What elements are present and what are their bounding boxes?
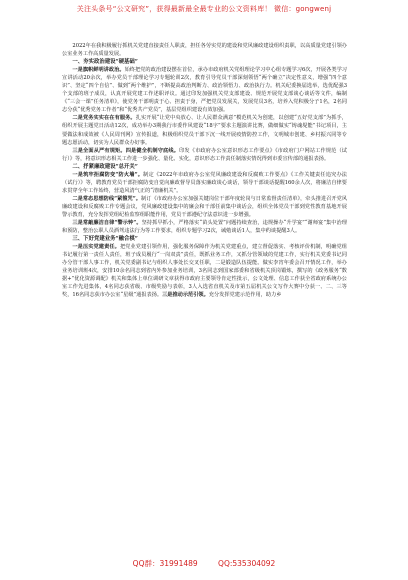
section-1-p2-body: 扎实开展“让党中央放心、让人民群众满意”模范机关为创建，以创建“五好党支部”为抓手，组织开展主题党日活动12次，成功举办3期我行市委作风建设“18字”要求主题演讲比赛，做细做实“铸魂堤能”书记项目，主要做法和成效被《人民周刊网》宣传报道，积极组织党员干部下沉一线开展疫情防控工作，文明城市创建、乡村振兴同等专题志愿活动，切实为人民群众办好事。 — [62, 115, 347, 146]
section-2-paragraph-2 — [62, 195, 347, 219]
section-1-p1-lead: 一是旗帜鲜明讲政治。 — [72, 67, 125, 74]
header-banner: 关注头条号“公文研究”，获得最新最全最专业的公文资料库！ 微信：gongwenj — [76, 5, 332, 13]
footer-qq-group: QQ群：31991489 — [132, 559, 198, 568]
section-1-heading: 一、夯实政治建设“硬基础” — [72, 59, 138, 66]
section-1-paragraph-1 — [62, 66, 347, 114]
footer-qq: QQ:535304092 — [218, 559, 276, 568]
section-2-p3-lead: 三是常敲廉洁自律“警示钟”。 — [72, 220, 142, 227]
section-3-p1-lead: 一是压实党建责任。 — [72, 244, 120, 251]
section-2-p3-body: 坚持抓早抓小，严格落实“苗头处置”问题持续查治，违规操办“升学宴”“谢师宴”集中治理和预防，整治公职人员酒驾违法行为等工作要求，组织专题学习2次，诫勉谈话1人，集中约谈提醒3人。 — [62, 220, 347, 235]
section-2-p2-body: 制订《市政府办公室加强关键岗位干部年度轮岗与日常监督责任清单》，牵头推进召开党风廉政建设和反腐败工作专题会议，党风廉政建设集中的廉会和干部任前集中谈话会，组织全体党员干部到党性教育基地开展警示教育，充分发挥党组纪检监察组职能作用，党员干部遵纪守法意识进一步增强。 — [62, 195, 348, 218]
section-1-p3-lead: 三是全面从严有规矩。四是健全机制守底线。 — [72, 147, 180, 154]
section-1-p2-lead: 二是党务实实在在有服务。 — [72, 115, 136, 122]
section-3-heading: 三、下好党建业务“融合棋” — [72, 236, 138, 243]
section-2-p1-lead: 一是筑牢拒腐防变“防火墙”。 — [72, 171, 144, 178]
section-2-paragraph-3 — [62, 219, 347, 235]
section-3-p3-lead: 三是推动示范引领。 — [162, 292, 209, 299]
section-1-p3-body: 印发《市政府办公室意识形态工作要点》《市政府门户网站工作规范（试行）》等，将意识形态相关工作进一步强化、量化、实化，意识形态工作责任制落实情况得到市委宣传部的通报表扬。 — [62, 147, 347, 162]
section-3-p1-body: 把党业党建引领作用，强化服务保障作为机关党建重点，建立督促落实、考核评价机制，明确党组书记履行第一责任人责任，班子成员履行“一岗双责”责任，既抓业务工作，又抓分管领域的党建工作，实行机关党委书记同办分管干部人事工作，机关党委副书记与组织人事处长交叉任职，二是锻造队伍提能。 — [62, 244, 347, 267]
section-3-p2-body: 做实李宵年委会召开情况工作，举办业务培训班4次，安排10余名同志到省内外参加业务培训，3名同志到国家部委和省级机关顶岗锻炼，撰写的《政务服务“数据+”优化资源调配》机关和集体上单位调研文章获得市政府主要领导肯定性批示，公文处理、信息工作获全省政府系统办公室工作先进集体，4名同志获省级、市级奖励与表彰，3人入选省直机关及市第五届机关公文写作大赛中分获一、二、三等奖，16名同志获市办公室“星级”通报表扬。 — [62, 260, 347, 299]
section-1-p1-body: 始终把党的政治建设摆在首位，承办市政府机关党组理论学习中心组专题学习6次，开展各类学习宣讲活动20余次，举办党员干部理论学习专题轮训2次，教育引导党员干部深刻领悟“两个确立”决定性意义，增强“四个意识”、坚定“四个自信”、做到“两个维护”，不断提高政治判断力、政治领悟力、政治执行力。机关纪委换届选举，选优配强3个支部的班子成员，认真开展党建工作述职评议。通过印发加强机关党支部建设、规范开展党支部谈心谈话等文件，编制《“三会一课”任务清单》，使党务干部明责于心、担责于身，严把党员发展关，发展党员3名，培养入党积极分子1名，2名同志分获“优秀党务工作者”和“优秀共产党员”，基层党组织建设有效加强。 — [62, 67, 347, 114]
section-3-paragraph-1 — [62, 243, 347, 299]
section-2-paragraph-1 — [62, 171, 347, 195]
document-body — [62, 42, 347, 300]
section-2-p1-body: 制定《2022年市政府办公室党风廉政建设和反腐败工作要点》《工作关键责任追究办法（试行）》等，聘教育党员干部拒腐防变自觉向廉政督导员落实廉政谈心谈话，领导干部谈话提醒160余人次，将廉洁自律要求贯穿全年工作始终，营造风清气正的“清廉机关”。 — [62, 171, 347, 194]
section-2-heading: 二、抒紧廉政建设“总开关” — [72, 163, 138, 170]
section-1-paragraph-2 — [62, 114, 347, 146]
intro-paragraph: 2022年在我积极履行抓机关党建直接责任人职责，担任各劳实党的建设和党风廉政建设组织责职，以高质量党建引领办公室业务工作高质量发展。 — [62, 43, 347, 58]
section-3-p3-body: 充分发挥党建示范作用，助力乡 — [208, 292, 282, 299]
section-2-p2-lead: 二是常态思想防线“紧箍咒”。 — [72, 195, 142, 202]
section-1-paragraph-3 — [62, 147, 347, 163]
footer-contact — [0, 558, 408, 569]
